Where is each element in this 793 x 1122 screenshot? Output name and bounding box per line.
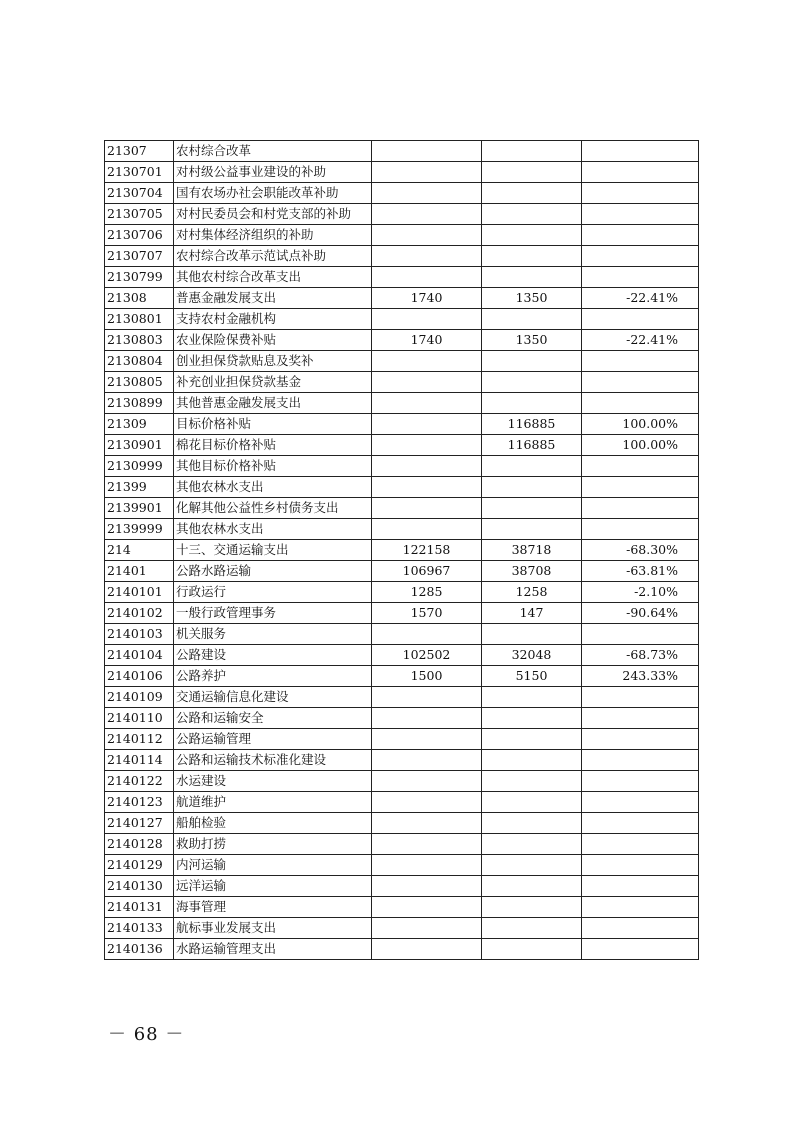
cell-value-1 xyxy=(372,519,482,540)
table-row xyxy=(105,351,699,372)
cell-value-1 xyxy=(372,876,482,897)
table-row xyxy=(105,834,699,855)
cell-value-2 xyxy=(482,183,582,204)
table-row xyxy=(105,918,699,939)
cell-name: 远洋运输 xyxy=(174,876,372,897)
cell-change-percent xyxy=(582,897,699,918)
cell-value-1 xyxy=(372,834,482,855)
table-row xyxy=(105,330,699,351)
cell-change-percent xyxy=(582,750,699,771)
cell-value-2 xyxy=(482,162,582,183)
cell-code: 2130999 xyxy=(105,456,174,477)
table-row xyxy=(105,288,699,309)
cell-value-2 xyxy=(482,939,582,960)
cell-name: 行政运行 xyxy=(174,582,372,603)
cell-name: 救助打捞 xyxy=(174,834,372,855)
cell-value-1 xyxy=(372,708,482,729)
table-row xyxy=(105,603,699,624)
cell-value-2 xyxy=(482,834,582,855)
cell-code: 2130701 xyxy=(105,162,174,183)
cell-value-1 xyxy=(372,918,482,939)
cell-name: 其他目标价格补贴 xyxy=(174,456,372,477)
cell-code: 2140129 xyxy=(105,855,174,876)
table-row xyxy=(105,225,699,246)
cell-name: 海事管理 xyxy=(174,897,372,918)
cell-change-percent xyxy=(582,477,699,498)
cell-name: 其他农林水支出 xyxy=(174,519,372,540)
cell-value-1 xyxy=(372,687,482,708)
cell-value-2: 116885 xyxy=(482,414,582,435)
cell-value-1 xyxy=(372,372,482,393)
cell-name: 航标事业发展支出 xyxy=(174,918,372,939)
cell-change-percent xyxy=(582,876,699,897)
cell-value-2 xyxy=(482,393,582,414)
cell-value-1 xyxy=(372,162,482,183)
cell-name: 水路运输管理支出 xyxy=(174,939,372,960)
cell-value-2 xyxy=(482,141,582,162)
cell-code: 2140112 xyxy=(105,729,174,750)
cell-name: 普惠金融发展支出 xyxy=(174,288,372,309)
cell-code: 2139999 xyxy=(105,519,174,540)
cell-name: 农村综合改革 xyxy=(174,141,372,162)
cell-code: 2140101 xyxy=(105,582,174,603)
table-row xyxy=(105,666,699,687)
table-row xyxy=(105,267,699,288)
cell-change-percent xyxy=(582,834,699,855)
page-number: － 68 － xyxy=(108,1024,185,1045)
cell-value-1 xyxy=(372,477,482,498)
cell-value-1: 102502 xyxy=(372,645,482,666)
cell-code: 21401 xyxy=(105,561,174,582)
cell-change-percent xyxy=(582,141,699,162)
cell-code: 21309 xyxy=(105,414,174,435)
cell-change-percent xyxy=(582,729,699,750)
cell-change-percent xyxy=(582,183,699,204)
cell-change-percent: -68.30% xyxy=(582,540,699,561)
cell-change-percent: -63.81% xyxy=(582,561,699,582)
cell-change-percent xyxy=(582,813,699,834)
cell-code: 2140114 xyxy=(105,750,174,771)
table-row xyxy=(105,624,699,645)
cell-value-2 xyxy=(482,897,582,918)
cell-change-percent: -22.41% xyxy=(582,330,699,351)
cell-value-1 xyxy=(372,267,482,288)
table-row xyxy=(105,750,699,771)
cell-value-2 xyxy=(482,456,582,477)
table-row xyxy=(105,708,699,729)
cell-change-percent xyxy=(582,204,699,225)
cell-name: 对村集体经济组织的补助 xyxy=(174,225,372,246)
cell-name: 一般行政管理事务 xyxy=(174,603,372,624)
cell-value-1 xyxy=(372,393,482,414)
cell-value-2: 147 xyxy=(482,603,582,624)
cell-change-percent xyxy=(582,708,699,729)
cell-value-1: 1740 xyxy=(372,330,482,351)
cell-value-2 xyxy=(482,855,582,876)
table-row xyxy=(105,435,699,456)
cell-value-2 xyxy=(482,918,582,939)
cell-value-1 xyxy=(372,624,482,645)
cell-value-2 xyxy=(482,519,582,540)
cell-name: 补充创业担保贷款基金 xyxy=(174,372,372,393)
cell-value-1 xyxy=(372,498,482,519)
cell-value-1 xyxy=(372,456,482,477)
cell-value-2 xyxy=(482,204,582,225)
table-row xyxy=(105,246,699,267)
cell-code: 2130901 xyxy=(105,435,174,456)
table-row xyxy=(105,414,699,435)
cell-change-percent xyxy=(582,939,699,960)
table-row xyxy=(105,561,699,582)
cell-name: 其他农村综合改革支出 xyxy=(174,267,372,288)
cell-value-2 xyxy=(482,267,582,288)
cell-code: 2140123 xyxy=(105,792,174,813)
cell-value-1: 1570 xyxy=(372,603,482,624)
cell-name: 其他普惠金融发展支出 xyxy=(174,393,372,414)
cell-value-2 xyxy=(482,876,582,897)
cell-name: 支持农村金融机构 xyxy=(174,309,372,330)
cell-code: 2140106 xyxy=(105,666,174,687)
cell-name: 棉花目标价格补贴 xyxy=(174,435,372,456)
cell-code: 2130705 xyxy=(105,204,174,225)
cell-change-percent xyxy=(582,246,699,267)
cell-value-2 xyxy=(482,771,582,792)
cell-value-2: 116885 xyxy=(482,435,582,456)
table-row xyxy=(105,309,699,330)
cell-value-1 xyxy=(372,897,482,918)
cell-code: 2130707 xyxy=(105,246,174,267)
cell-value-1: 1285 xyxy=(372,582,482,603)
cell-code: 2140122 xyxy=(105,771,174,792)
cell-change-percent xyxy=(582,393,699,414)
cell-value-2: 1350 xyxy=(482,330,582,351)
cell-name: 创业担保贷款贴息及奖补 xyxy=(174,351,372,372)
cell-value-1 xyxy=(372,435,482,456)
cell-value-1 xyxy=(372,750,482,771)
cell-code: 21307 xyxy=(105,141,174,162)
cell-change-percent xyxy=(582,687,699,708)
cell-code: 2140133 xyxy=(105,918,174,939)
cell-name: 公路建设 xyxy=(174,645,372,666)
cell-code: 2130706 xyxy=(105,225,174,246)
cell-change-percent xyxy=(582,519,699,540)
cell-code: 2130804 xyxy=(105,351,174,372)
table-row xyxy=(105,162,699,183)
cell-change-percent xyxy=(582,792,699,813)
cell-value-1 xyxy=(372,939,482,960)
table-row xyxy=(105,729,699,750)
cell-change-percent xyxy=(582,771,699,792)
cell-name: 航道维护 xyxy=(174,792,372,813)
cell-value-1 xyxy=(372,183,482,204)
cell-code: 21308 xyxy=(105,288,174,309)
cell-code: 2140110 xyxy=(105,708,174,729)
table-row xyxy=(105,477,699,498)
cell-value-2 xyxy=(482,246,582,267)
cell-code: 2140131 xyxy=(105,897,174,918)
cell-value-1 xyxy=(372,309,482,330)
cell-value-2 xyxy=(482,708,582,729)
cell-value-1 xyxy=(372,141,482,162)
cell-code: 2130799 xyxy=(105,267,174,288)
cell-name: 船舶检验 xyxy=(174,813,372,834)
cell-name: 化解其他公益性乡村债务支出 xyxy=(174,498,372,519)
cell-change-percent xyxy=(582,162,699,183)
cell-value-1: 122158 xyxy=(372,540,482,561)
cell-change-percent xyxy=(582,624,699,645)
table-row xyxy=(105,771,699,792)
table-row xyxy=(105,939,699,960)
cell-value-2 xyxy=(482,225,582,246)
cell-value-1: 1740 xyxy=(372,288,482,309)
cell-value-2: 32048 xyxy=(482,645,582,666)
cell-value-1 xyxy=(372,813,482,834)
table-row xyxy=(105,540,699,561)
table-row xyxy=(105,792,699,813)
table-row xyxy=(105,645,699,666)
cell-change-percent: -90.64% xyxy=(582,603,699,624)
cell-change-percent: 100.00% xyxy=(582,414,699,435)
cell-value-2 xyxy=(482,813,582,834)
cell-value-2 xyxy=(482,477,582,498)
cell-value-1 xyxy=(372,855,482,876)
cell-code: 2130803 xyxy=(105,330,174,351)
cell-change-percent: 243.33% xyxy=(582,666,699,687)
table-row xyxy=(105,519,699,540)
cell-name: 公路和运输技术标准化建设 xyxy=(174,750,372,771)
cell-name: 公路水路运输 xyxy=(174,561,372,582)
cell-code: 2140128 xyxy=(105,834,174,855)
cell-change-percent xyxy=(582,498,699,519)
cell-code: 2130899 xyxy=(105,393,174,414)
cell-name: 目标价格补贴 xyxy=(174,414,372,435)
cell-name: 对村民委员会和村党支部的补助 xyxy=(174,204,372,225)
cell-value-1 xyxy=(372,204,482,225)
cell-value-2 xyxy=(482,309,582,330)
cell-code: 2130704 xyxy=(105,183,174,204)
cell-value-1 xyxy=(372,729,482,750)
cell-change-percent: -2.10% xyxy=(582,582,699,603)
table-row xyxy=(105,183,699,204)
table-row xyxy=(105,372,699,393)
cell-code: 2140103 xyxy=(105,624,174,645)
cell-value-2 xyxy=(482,351,582,372)
cell-name: 交通运输信息化建设 xyxy=(174,687,372,708)
table-row xyxy=(105,876,699,897)
cell-value-1 xyxy=(372,225,482,246)
cell-value-2 xyxy=(482,498,582,519)
cell-value-2 xyxy=(482,372,582,393)
table-row xyxy=(105,582,699,603)
cell-value-2 xyxy=(482,687,582,708)
cell-code: 214 xyxy=(105,540,174,561)
cell-name: 公路养护 xyxy=(174,666,372,687)
budget-table xyxy=(104,140,699,960)
cell-code: 2140104 xyxy=(105,645,174,666)
table-row xyxy=(105,897,699,918)
cell-value-1: 1500 xyxy=(372,666,482,687)
cell-name: 其他农林水支出 xyxy=(174,477,372,498)
cell-value-1 xyxy=(372,246,482,267)
cell-value-1 xyxy=(372,771,482,792)
cell-value-2 xyxy=(482,750,582,771)
cell-code: 2140102 xyxy=(105,603,174,624)
cell-code: 2130805 xyxy=(105,372,174,393)
cell-name: 水运建设 xyxy=(174,771,372,792)
cell-name: 公路运输管理 xyxy=(174,729,372,750)
cell-change-percent: -22.41% xyxy=(582,288,699,309)
cell-value-2: 38718 xyxy=(482,540,582,561)
cell-code: 2140136 xyxy=(105,939,174,960)
cell-name: 公路和运输安全 xyxy=(174,708,372,729)
cell-value-2 xyxy=(482,729,582,750)
cell-change-percent xyxy=(582,855,699,876)
table-row xyxy=(105,687,699,708)
table-row xyxy=(105,855,699,876)
cell-value-1 xyxy=(372,792,482,813)
table-row xyxy=(105,498,699,519)
cell-value-1 xyxy=(372,414,482,435)
cell-code: 2140127 xyxy=(105,813,174,834)
cell-name: 农业保险保费补贴 xyxy=(174,330,372,351)
cell-value-2: 38708 xyxy=(482,561,582,582)
cell-name: 内河运输 xyxy=(174,855,372,876)
table-row xyxy=(105,456,699,477)
cell-code: 21399 xyxy=(105,477,174,498)
cell-value-2: 1258 xyxy=(482,582,582,603)
table-body xyxy=(105,141,699,960)
cell-name: 机关服务 xyxy=(174,624,372,645)
cell-change-percent xyxy=(582,309,699,330)
cell-change-percent: 100.00% xyxy=(582,435,699,456)
cell-change-percent xyxy=(582,372,699,393)
cell-value-2 xyxy=(482,624,582,645)
cell-change-percent xyxy=(582,918,699,939)
cell-value-2: 1350 xyxy=(482,288,582,309)
cell-change-percent xyxy=(582,456,699,477)
table-row xyxy=(105,141,699,162)
cell-code: 2130801 xyxy=(105,309,174,330)
cell-code: 2139901 xyxy=(105,498,174,519)
table-row xyxy=(105,204,699,225)
cell-change-percent: -68.73% xyxy=(582,645,699,666)
cell-value-1: 106967 xyxy=(372,561,482,582)
cell-change-percent xyxy=(582,267,699,288)
cell-value-2 xyxy=(482,792,582,813)
cell-change-percent xyxy=(582,351,699,372)
cell-code: 2140109 xyxy=(105,687,174,708)
cell-name: 农村综合改革示范试点补助 xyxy=(174,246,372,267)
cell-change-percent xyxy=(582,225,699,246)
cell-name: 对村级公益事业建设的补助 xyxy=(174,162,372,183)
cell-code: 2140130 xyxy=(105,876,174,897)
table-row xyxy=(105,393,699,414)
cell-name: 国有农场办社会职能改革补助 xyxy=(174,183,372,204)
table-row xyxy=(105,813,699,834)
cell-name: 十三、交通运输支出 xyxy=(174,540,372,561)
cell-value-1 xyxy=(372,351,482,372)
cell-value-2: 5150 xyxy=(482,666,582,687)
